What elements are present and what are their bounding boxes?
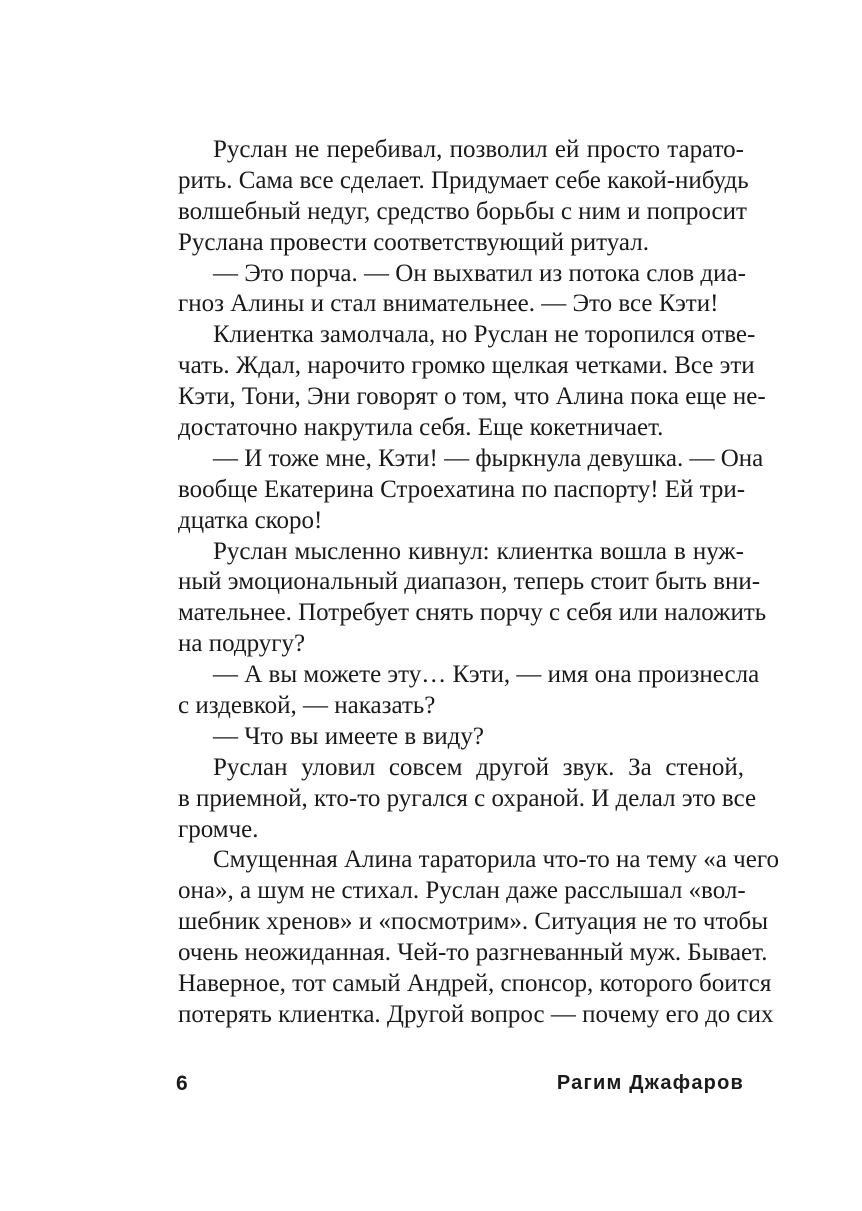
page-number: 6: [176, 1072, 189, 1095]
text-line: чать. Ждал, нарочито громко щелкая четками. Все эти: [178, 352, 755, 380]
text-line: ный эмоциональный диапазон, теперь стоит быть вни-: [178, 568, 761, 596]
text-line: громче.: [178, 815, 259, 843]
text-line: шебник хренов» и «посмотрим». Ситуация не то чтобы: [178, 908, 769, 936]
running-footer-author: Рагим Джафаров: [556, 1072, 744, 1094]
text-line: в приемной, кто-то ругался с охраной. И делал это все: [178, 784, 757, 812]
text-line: рить. Сама все сделает. Придумает себе какой-нибудь: [178, 166, 749, 194]
text-line: — И тоже мне, Кэти! — фыркнула девушка. — Она: [213, 444, 764, 472]
text-line: достаточно накрутила себя. Еще кокетничает.: [178, 414, 664, 442]
text-line: Наверное, тот самый Андрей, спонсор, которого боится: [178, 970, 772, 998]
text-line: потерять клиентка. Другой вопрос — почему его до сих: [178, 1000, 774, 1028]
text-line: — Это порча. — Он выхватил из потока слов диа-: [213, 259, 746, 287]
text-line: дцатка скоро!: [178, 506, 323, 534]
text-line: Смущенная Алина тараторила что-то на тему «а чего: [213, 846, 779, 874]
text-line: Руслана провести соответствующий ритуал.: [178, 228, 649, 256]
text-line: Клиентка замолчала, но Руслан не торопился отве-: [213, 321, 756, 349]
text-line: очень неожиданная. Чей-то разгневанный муж. Бывает.: [178, 939, 768, 967]
text-line: — А вы можете эту… Кэти, — имя она произнесла: [213, 661, 760, 689]
text-line: Руслан уловил совсем другой звук. За стеной,: [213, 753, 744, 781]
text-line: на подругу?: [178, 630, 306, 658]
text-line: мательнее. Потребует снять порчу с себя или наложить: [178, 599, 767, 627]
text-line: Кэти, Тони, Эни говорят о том, что Алина пока еще не-: [178, 383, 766, 411]
text-line: волшебный недуг, средство борьбы с ним и попросит: [178, 197, 747, 225]
text-line: — Что вы имеете в виду?: [213, 722, 484, 750]
text-line: гноз Алины и стал внимательнее. — Это все Кэти!: [178, 290, 719, 318]
text-line: с издевкой, — наказать?: [178, 692, 436, 720]
text-line: она», а шум не стихал. Руслан даже расслышал «вол-: [178, 877, 746, 905]
body-text: [178, 135, 779, 1031]
text-line: Руслан не перебивал, позволил ей просто тарато-: [213, 136, 744, 163]
text-line: вообще Екатерина Строехатина по паспорту! Ей три-: [178, 475, 746, 503]
text-line: Руслан мысленно кивнул: клиентка вошла в нуж-: [213, 537, 744, 565]
